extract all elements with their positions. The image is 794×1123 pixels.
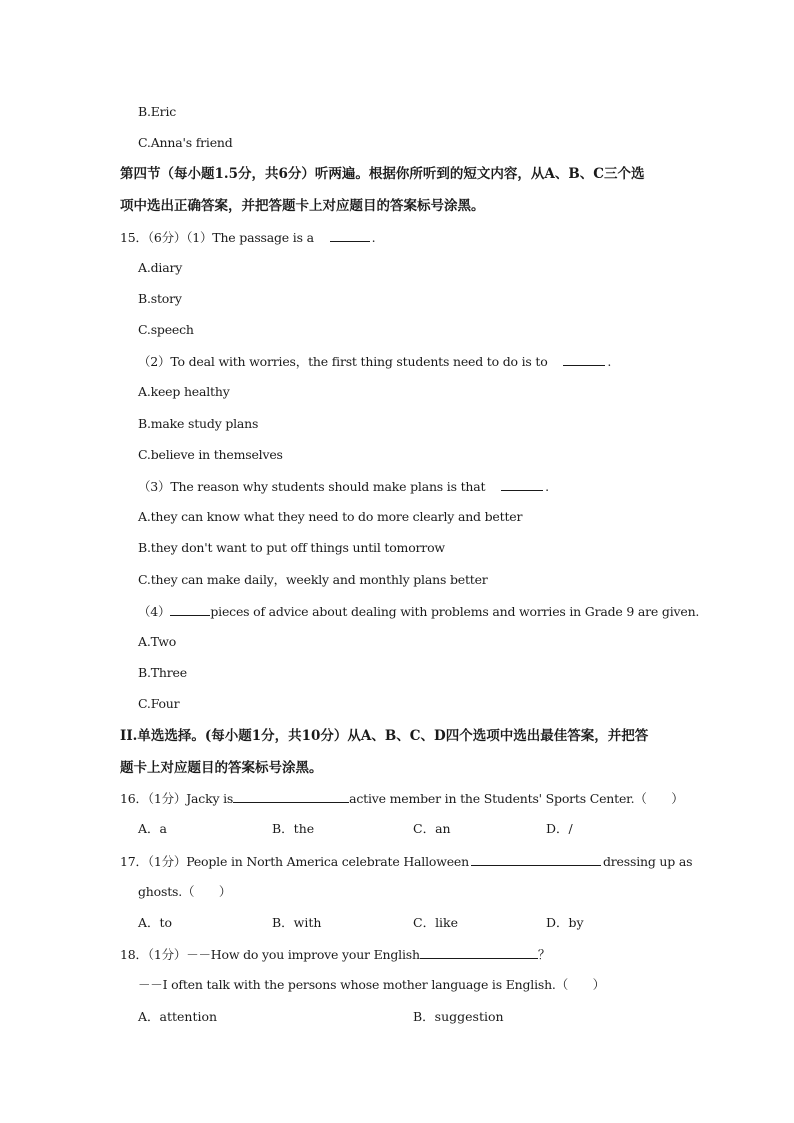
section2-instructions-line2: 题卡上对应题目的答案标号涂黑。 bbox=[120, 760, 323, 776]
q15-part2-option-b: B.make study plans bbox=[138, 416, 259, 431]
q18-question-continued: －－I often talk with the persons whose mother language is English.（ ） bbox=[138, 977, 605, 992]
q17-option-a: A．to bbox=[138, 915, 173, 930]
q15-part2-option-a: A.keep healthy bbox=[138, 384, 230, 399]
section2-instructions-line1: II.单选选择。(每小题1分，共10分）从A、B、C、D四个选项中选出最佳答案，并把答 bbox=[120, 728, 649, 744]
q16-option-a: A．a bbox=[138, 821, 167, 836]
q16-text-end: active member in the Students' Sports Center.（ ） bbox=[349, 791, 684, 806]
q15-part4-number: （4） bbox=[138, 604, 171, 619]
q15-part1-question bbox=[120, 229, 375, 246]
q15-part4-option-a: A.Two bbox=[138, 634, 177, 649]
q15-part4-text: pieces of advice about dealing with problems and worries in Grade 9 are given. bbox=[210, 604, 700, 619]
answer-blank bbox=[471, 853, 601, 866]
q14-option-c: C.Anna's friend bbox=[138, 135, 233, 150]
q15-part4-option-c: C.Four bbox=[138, 696, 180, 711]
q18-option-b: B．suggestion bbox=[413, 1009, 504, 1024]
section4-instructions-line2: 项中选出正确答案，并把答题卡上对应题目的答案标号涂黑。 bbox=[120, 198, 485, 214]
q15-part3-option-b: B.they don't want to put off things until tomorrow bbox=[138, 540, 445, 555]
q17-option-d: D．by bbox=[546, 915, 584, 930]
q15-part3-option-c: C.they can make daily，weekly and monthly plans better bbox=[138, 572, 488, 587]
q18-text-end: ？ bbox=[537, 947, 551, 962]
answer-blank bbox=[563, 353, 605, 366]
q15-part2-text: （2）To deal with worries，the first thing students need to do is to bbox=[138, 354, 548, 369]
answer-blank bbox=[330, 229, 370, 242]
q17-text: 17．（1分）People in North America celebrate Halloween bbox=[120, 854, 469, 869]
q15-part3-text: （3）The reason why students should make plans is that bbox=[138, 479, 486, 494]
q15-part3-question bbox=[138, 478, 549, 495]
period: . bbox=[607, 354, 612, 369]
q18-option-a: A．attention bbox=[138, 1009, 218, 1024]
q17-option-c: C．like bbox=[413, 915, 459, 930]
q15-part3-option-a: A.they can know what they need to do more clearly and better bbox=[138, 509, 523, 524]
q15-part1-option-b: B.story bbox=[138, 291, 182, 306]
q16-option-b: B．the bbox=[272, 821, 315, 836]
q16-question bbox=[120, 790, 684, 807]
section4-instructions-line1: 第四节（每小题1.5分，共6分）听两遍。根据你所听到的短文内容，从A、B、C三个选 bbox=[120, 166, 645, 182]
q15-part4-option-b: B.Three bbox=[138, 665, 187, 680]
period: . bbox=[545, 479, 549, 494]
q18-text: 18．（1分）－－How do you improve your English bbox=[120, 947, 420, 962]
q15-part1-option-a: A.diary bbox=[138, 260, 183, 275]
q17-question-continued: ghosts.（ ） bbox=[138, 884, 232, 899]
q14-option-b: B.Eric bbox=[138, 104, 177, 119]
period: . bbox=[371, 230, 376, 245]
answer-blank bbox=[233, 790, 349, 803]
q15-part4-question bbox=[138, 603, 699, 620]
q17-option-b: B．with bbox=[272, 915, 322, 930]
q16-text: 16．（1分）Jacky is bbox=[120, 791, 234, 806]
answer-blank bbox=[170, 603, 210, 616]
q18-question bbox=[120, 946, 550, 963]
answer-blank bbox=[501, 478, 543, 491]
q16-option-d: D．/ bbox=[546, 821, 573, 836]
answer-blank bbox=[420, 946, 538, 959]
q17-text-end: dressing up as bbox=[602, 854, 693, 869]
q16-option-c: C．an bbox=[413, 821, 451, 836]
q15-part2-question bbox=[138, 353, 611, 370]
q17-question bbox=[120, 853, 692, 870]
q15-part1-option-c: C.speech bbox=[138, 322, 194, 337]
q15-part2-option-c: C.believe in themselves bbox=[138, 447, 283, 462]
q15-part1-text: 15．（6分）（1）The passage is a bbox=[120, 230, 314, 245]
